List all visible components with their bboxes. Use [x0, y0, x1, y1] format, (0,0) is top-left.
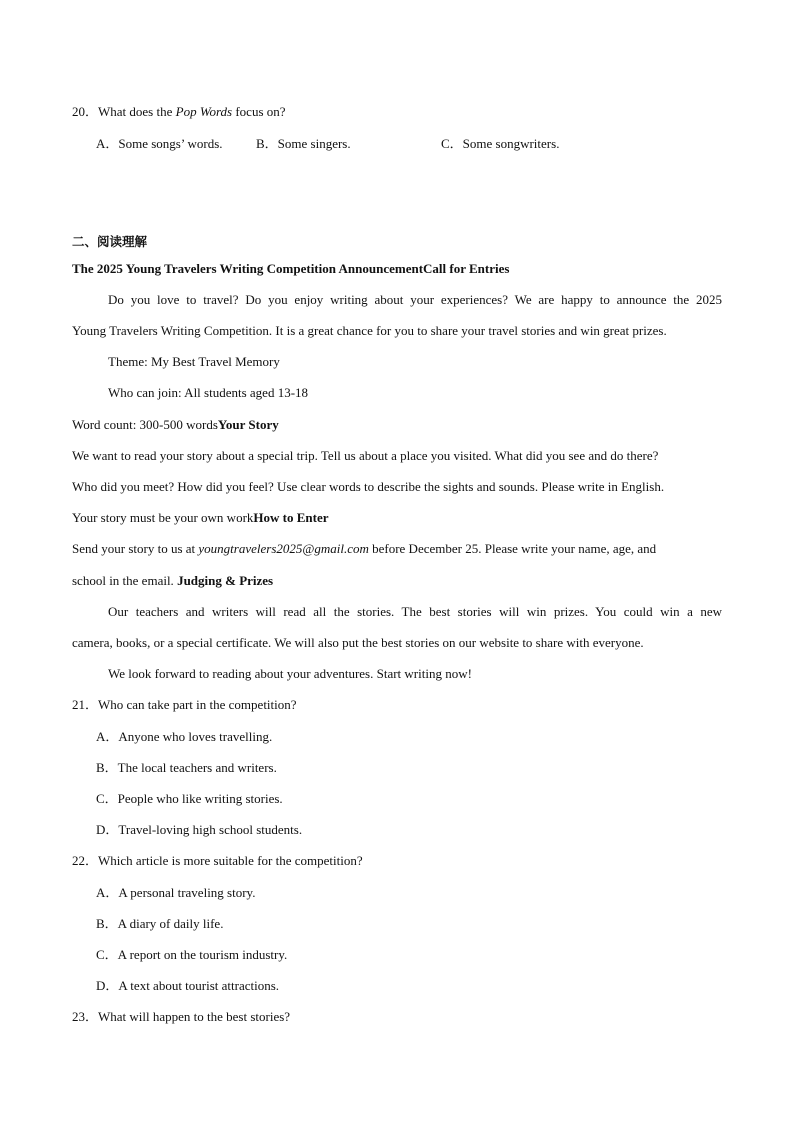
question-22-option-b: B．A diary of daily life. — [96, 916, 224, 931]
passage-theme: Theme: My Best Travel Memory — [108, 354, 280, 369]
passage-judging-line-2: camera, books, or a special certificate. We will also put the best stories on our website to share with everyone. — [72, 635, 644, 650]
passage-enter-line-2 — [72, 573, 273, 589]
question-20-option-b: B．Some singers. — [256, 136, 351, 151]
question-22-stem: 22．Which article is more suitable for the competition? — [72, 853, 363, 868]
passage-judging-line-1: Our teachers and writers will read all the stories. The best stories will win prizes. You could win a new — [108, 604, 722, 619]
passage-enter-text: Send your story to us at — [72, 541, 199, 556]
passage-enter-line-1 — [72, 541, 656, 557]
passage-intro-line-2: Young Travelers Writing Competition. It is a great chance for you to share your travel stories and win great prizes. — [72, 323, 667, 338]
passage-enter-text-2: school in the email. — [72, 573, 178, 588]
question-21-stem: 21．Who can take part in the competition? — [72, 697, 297, 712]
email-address: youngtravelers2025@gmail.com — [198, 541, 369, 556]
question-21-option-c: C．People who like writing stories. — [96, 791, 283, 806]
question-21-option-a: A．Anyone who loves travelling. — [96, 729, 273, 744]
question-20-option-a: A．Some songs’ words. — [96, 136, 223, 151]
passage-intro-line-1: Do you love to travel? Do you enjoy writing about your experiences? We are happy to announce the 2025 — [108, 292, 722, 307]
passage-story-line-1: We want to read your story about a special trip. Tell us about a place you visited. What did you see and do there? — [72, 448, 659, 463]
question-22-option-c: C．A report on the tourism industry. — [96, 947, 288, 962]
section-heading: 二、阅读理解 — [72, 234, 148, 249]
passage-word-count: Word count: 300-500 words — [72, 417, 218, 432]
heading-how-to-enter: How to Enter — [253, 510, 329, 525]
heading-judging-prizes: Judging & Prizes — [177, 573, 274, 588]
question-20-stem-text: 20．What does the — [72, 104, 176, 119]
question-20-stem — [72, 104, 286, 120]
question-23-stem: 23．What will happen to the best stories? — [72, 1009, 291, 1024]
heading-your-story: Your Story — [217, 417, 279, 432]
passage-word-count-line — [72, 417, 279, 433]
passage-story-line-3 — [72, 510, 329, 526]
question-22-option-a: A．A personal traveling story. — [96, 885, 256, 900]
question-20-italic-title: Pop Words — [175, 104, 233, 119]
question-21-option-d: D．Travel-loving high school students. — [96, 822, 303, 837]
question-20-option-c: C．Some songwriters. — [441, 136, 560, 151]
passage-enter-text-end: before December 25. Please write your name, age, and — [368, 541, 657, 556]
passage-story-text: Your story must be your own work — [72, 510, 254, 525]
question-20-stem-end: focus on? — [232, 104, 286, 119]
passage-title: The 2025 Young Travelers Writing Competition AnnouncementCall for Entries — [72, 261, 510, 276]
passage-who-can-join: Who can join: All students aged 13-18 — [108, 385, 309, 400]
question-22-option-d: D．A text about tourist attractions. — [96, 978, 280, 993]
passage-story-line-2: Who did you meet? How did you feel? Use clear words to describe the sights and sounds. Please write in English. — [72, 479, 665, 494]
question-21-option-b: B．The local teachers and writers. — [96, 760, 277, 775]
passage-closing: We look forward to reading about your adventures. Start writing now! — [108, 666, 472, 681]
